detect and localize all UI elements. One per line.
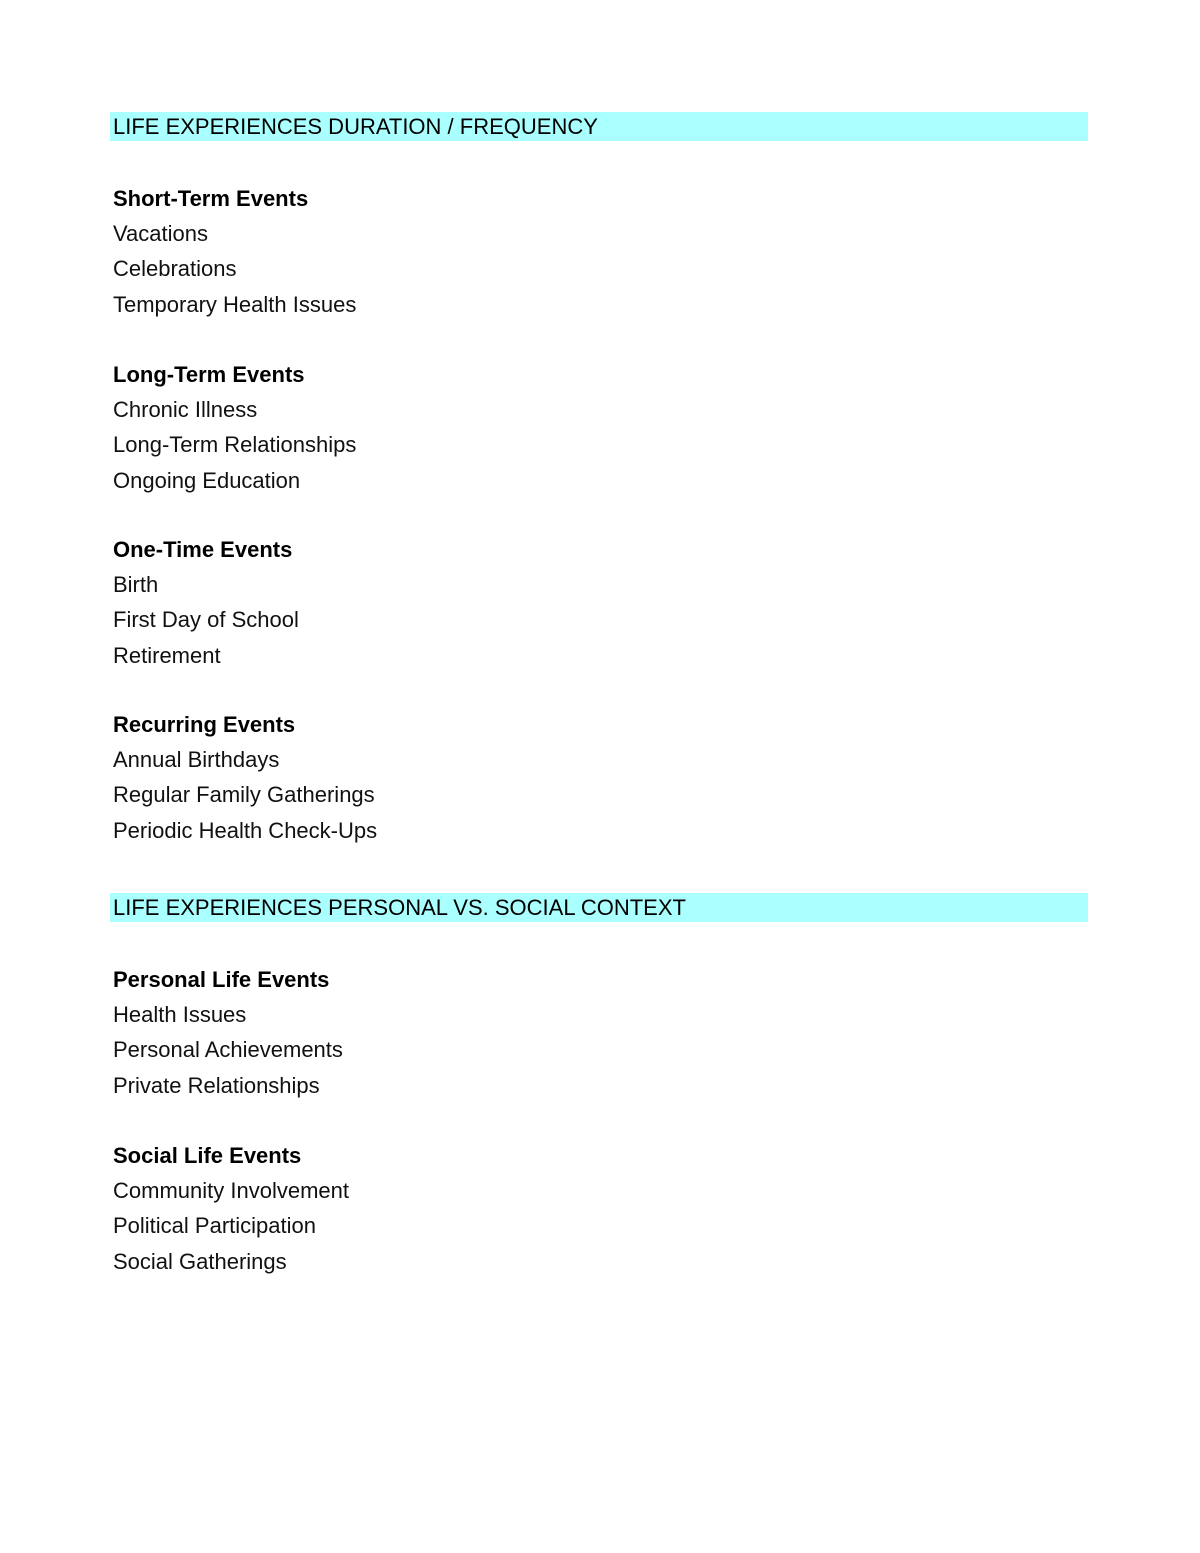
list-item: First Day of School xyxy=(113,607,299,633)
group-short-term-events xyxy=(113,181,1013,322)
list-item: Periodic Health Check-Ups xyxy=(113,817,378,843)
list-item: Social Gatherings xyxy=(113,1248,287,1274)
group-recurring-events xyxy=(113,707,1013,848)
list-item: Ongoing Education xyxy=(113,467,301,493)
group-title: Short-Term Events xyxy=(113,186,309,211)
group-title: Long-Term Events xyxy=(113,362,305,387)
list-item: Celebrations xyxy=(113,256,237,282)
list-item: Health Issues xyxy=(113,1002,247,1028)
list-item: Regular Family Gatherings xyxy=(113,782,375,808)
list-item: Community Involvement xyxy=(113,1178,349,1204)
group-social-life-events xyxy=(113,1138,1013,1279)
list-item: Chronic Illness xyxy=(113,397,258,423)
list-item: Birth xyxy=(113,572,159,598)
list-item: Political Participation xyxy=(113,1213,316,1239)
group-long-term-events xyxy=(113,357,1013,498)
list-item: Private Relationships xyxy=(113,1072,320,1098)
group-one-time-events xyxy=(113,532,1013,673)
list-item: Temporary Health Issues xyxy=(113,291,357,317)
group-title: Social Life Events xyxy=(113,1143,302,1168)
list-item: Retirement xyxy=(113,642,221,668)
group-title: One-Time Events xyxy=(113,537,293,562)
list-item: Vacations xyxy=(113,221,208,247)
list-item: Long-Term Relationships xyxy=(113,432,357,458)
group-personal-life-events xyxy=(113,962,1013,1103)
section-header-duration-frequency: LIFE EXPERIENCES DURATION / FREQUENCY xyxy=(110,112,1088,141)
list-item: Personal Achievements xyxy=(113,1037,343,1063)
list-item: Annual Birthdays xyxy=(113,747,280,773)
group-title: Personal Life Events xyxy=(113,967,330,992)
group-title: Recurring Events xyxy=(113,712,296,737)
section-header-personal-social-context: LIFE EXPERIENCES PERSONAL VS. SOCIAL CONTEXT xyxy=(110,893,1088,922)
